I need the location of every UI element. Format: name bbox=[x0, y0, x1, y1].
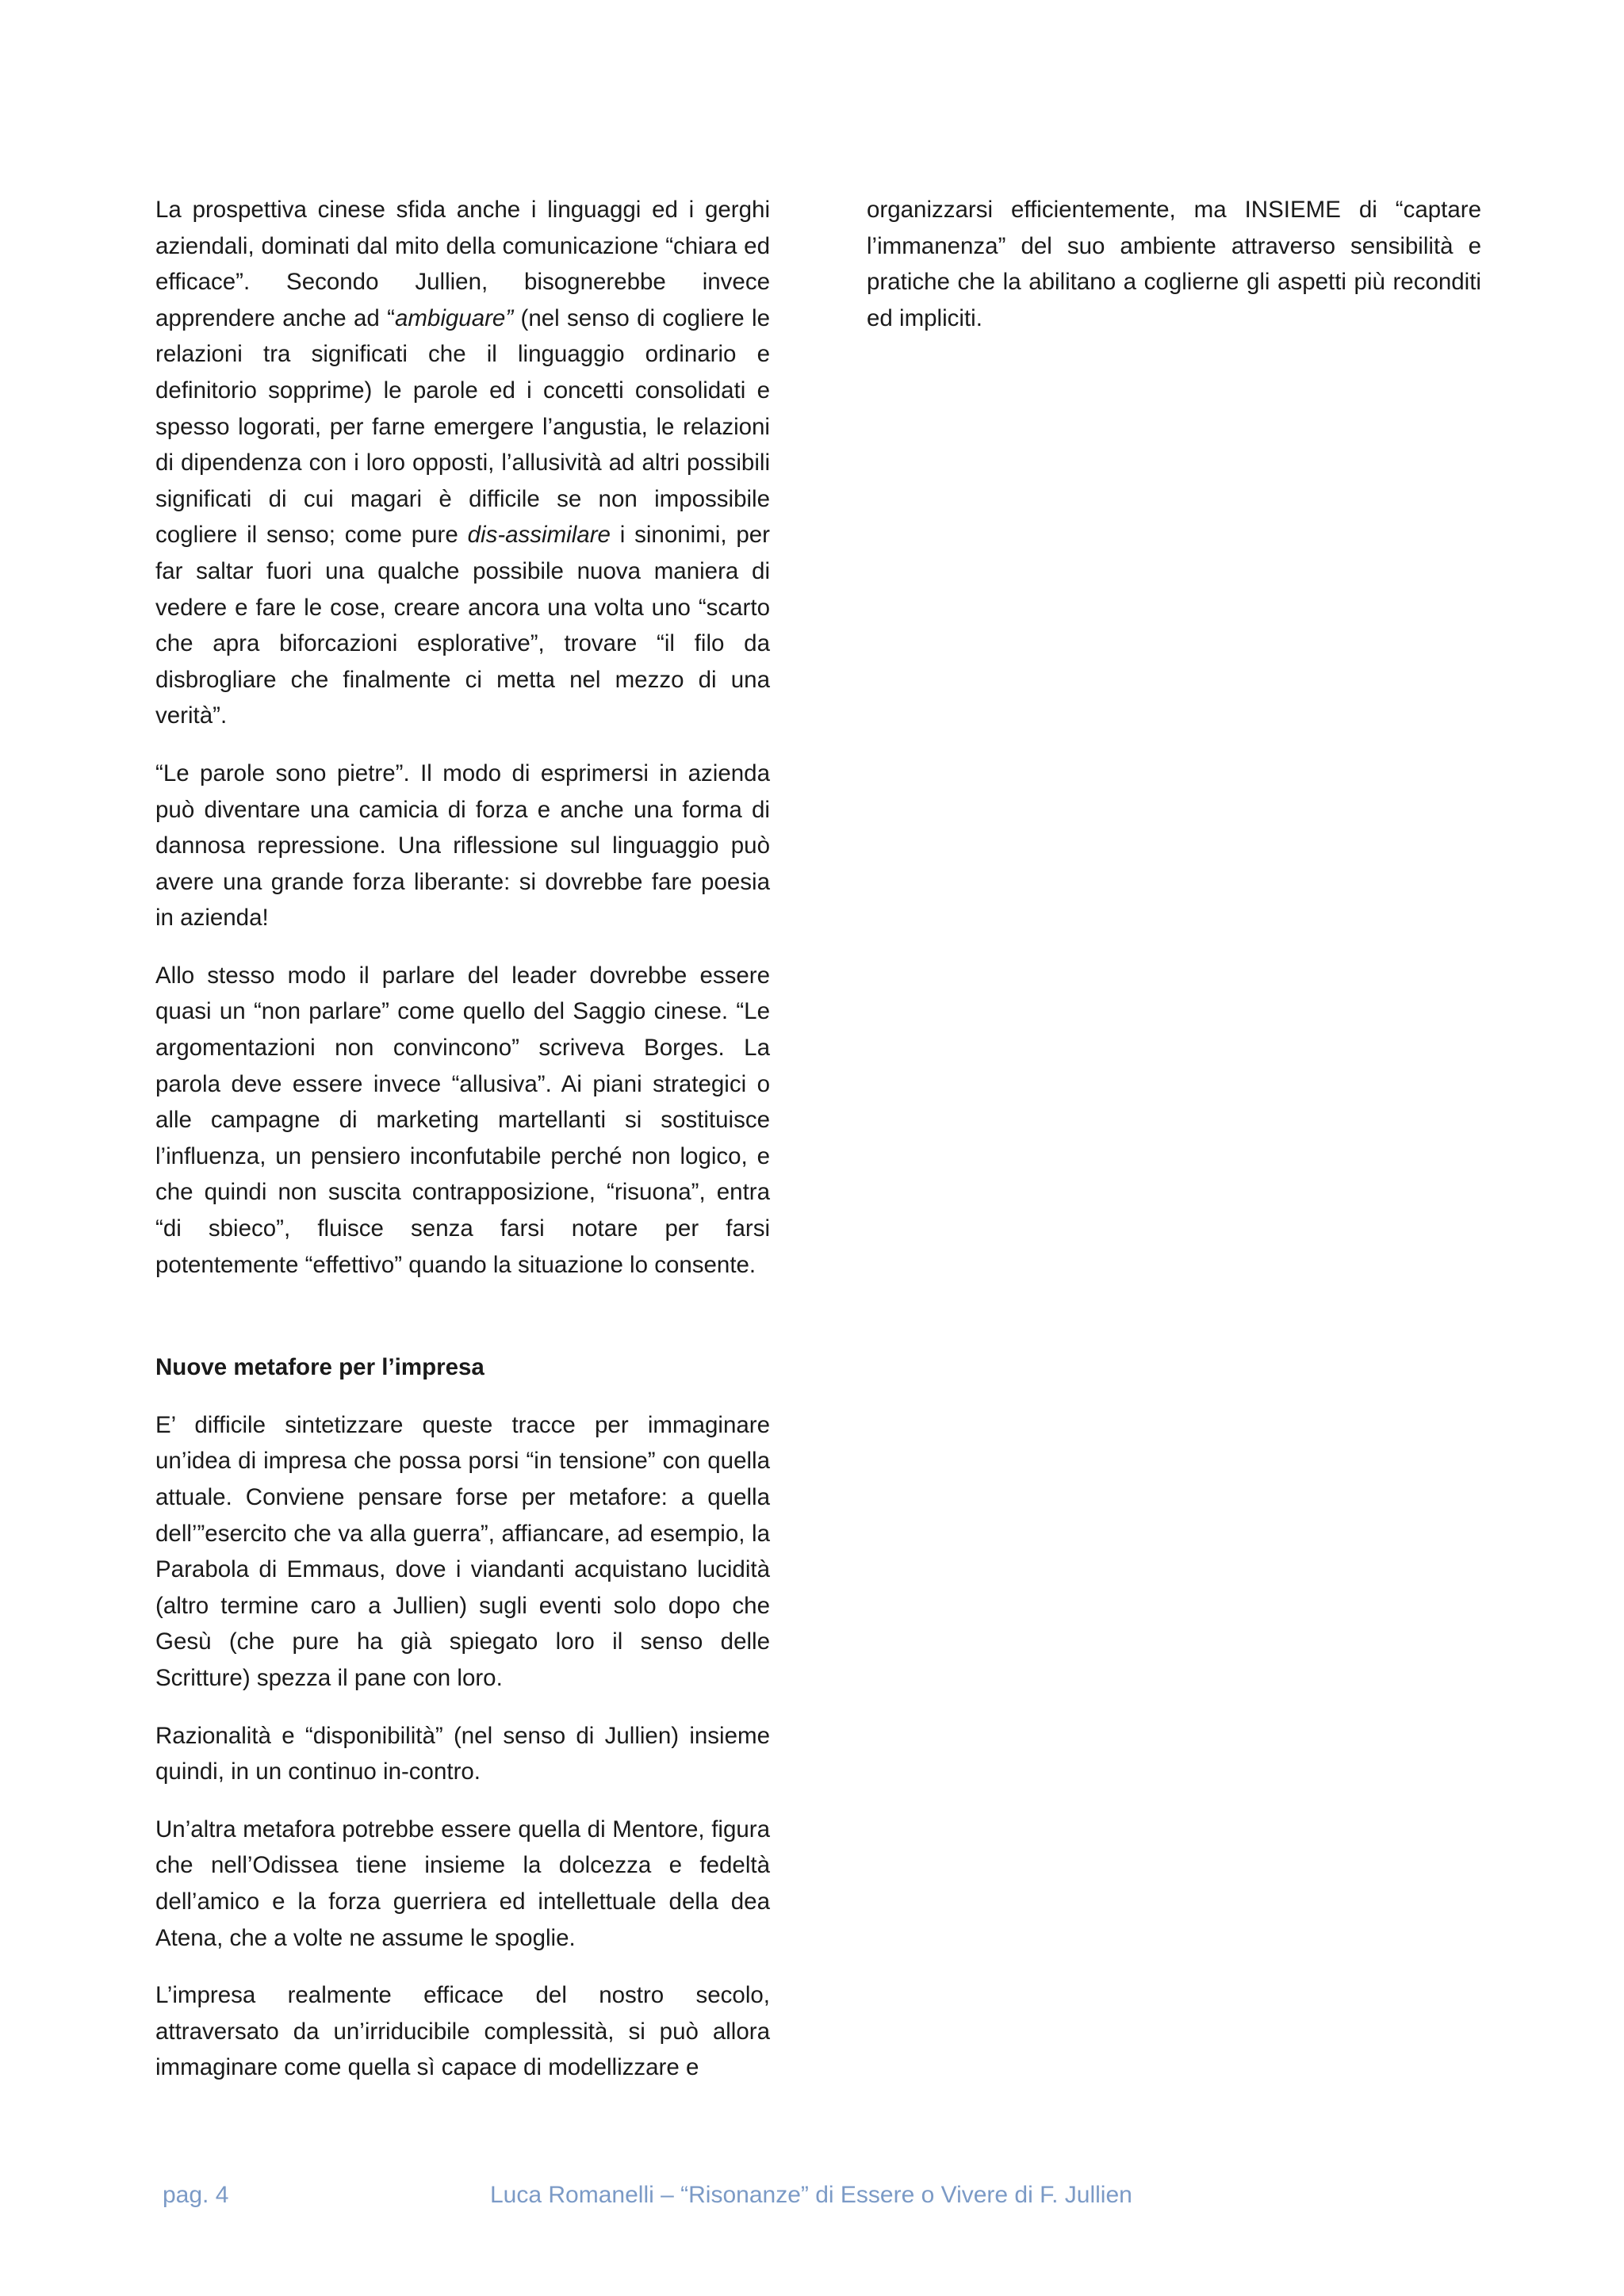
paragraph-leader-speech: Allo stesso modo il parlare del leader dovrebbe essere quasi un “non parlare” come quello del Saggio cinese. “Le argomentazioni non convincono” scriveva Borges. La parola deve essere invece “allusiva”. Ai piani strategici o alle campagne di marketing martellanti si sostituisce l’influenza, un pensiero inconfutabile perché non logico, e che quindi non suscita contrapposizione, “risuona”, entra “di sbieco”, fluisce senza farsi notare per farsi potentemente “effettivo” quando la situazione lo consente. bbox=[155, 962, 770, 1278]
paragraph-language bbox=[155, 192, 770, 734]
paragraph-words-stones: “Le parole sono pietre”. Il modo di esprimersi in azienda può diventare una camicia di forza e anche una forma di dannosa repressione. Una riflessione sul linguaggio può avere una grande forza liberante: si dovrebbe fare poesia in azienda! bbox=[155, 760, 770, 932]
italic-term-ambiguare: ambiguare” bbox=[394, 304, 514, 331]
paragraph-continuation: organizzarsi efficientemente, ma INSIEME di “captare l’immanenza” del suo ambiente attraverso sensibilità e pratiche che la abilitano a coglierne gli aspetti più reconditi ed impliciti. bbox=[867, 197, 1481, 331]
right-column bbox=[867, 192, 1481, 358]
italic-term-dis-assimilare: dis-assimilare bbox=[467, 522, 611, 549]
footer-title: Luca Romanelli – “Risonanze” di Essere o Vivere di F. Jullien bbox=[490, 2182, 1132, 2208]
paragraph-rationality: Razionalità e “disponibilità” (nel senso di Jullien) insieme quindi, in un continuo in-contro. bbox=[155, 1722, 770, 1785]
section-heading: Nuove metafore per l’impresa bbox=[155, 1354, 485, 1381]
paragraph-mentor: Un’altra metafora potrebbe essere quella di Mentore, figura che nell’Odissea tiene insieme la dolcezza e fedeltà dell’amico e la forza guerriera ed intellettuale della dea Atena, che a volte ne assume le spoglie. bbox=[155, 1816, 770, 1951]
left-column bbox=[155, 192, 770, 2107]
paragraph-text: (nel senso di cogliere le relazioni tra significati che il linguaggio ordinario e definitorio sopprime) le parole ed i concetti consolidati e spesso logorati, per farne emergere l’angustia, le relazioni di dipendenza con i loro opposti, l’allusività ad altri possibili significati di cui magari è difficile se non impossibile cogliere il senso; come pure bbox=[155, 304, 770, 549]
paragraph-metaphors: E’ difficile sintetizzare queste tracce per immaginare un’idea di impresa che possa porsi “in tensione” con quella attuale. Conviene pensare forse per metafore: a quella dell’”esercito che va alla guerra”, affiancare, ad esempio, la Parabola di Emmaus, dove i viandanti acquistano lucidità (altro termine caro a Jullien) sugli eventi solo dopo che Gesù (che pure ha già spiegato loro il senso delle Scritture) spezza il pane con loro. bbox=[155, 1411, 770, 1691]
paragraph-effective-enterprise: L’impresa realmente efficace del nostro secolo, attraversato da un’irriducibile complessità, si può allora immaginare come quella sì capace di modellizzare e bbox=[155, 1982, 770, 2081]
paragraph-text: i sinonimi, per far saltar fuori una qualche possibile nuova maniera di vedere e fare le cose, creare ancora una volta uno “scarto che apra biforcazioni esplorative”, trovare “il filo da disbrogliare che finalmente ci metta nel mezzo di una verità”. bbox=[155, 522, 770, 729]
page-number: pag. 4 bbox=[163, 2182, 229, 2208]
paragraph-text: La prospettiva cinese sfida anche i linguaggi ed i gerghi aziendali, dominati dal mito della comunicazione “chiara ed efficace”. Secondo Jullien, bisognerebbe invece apprendere anche ad “ bbox=[155, 197, 770, 331]
